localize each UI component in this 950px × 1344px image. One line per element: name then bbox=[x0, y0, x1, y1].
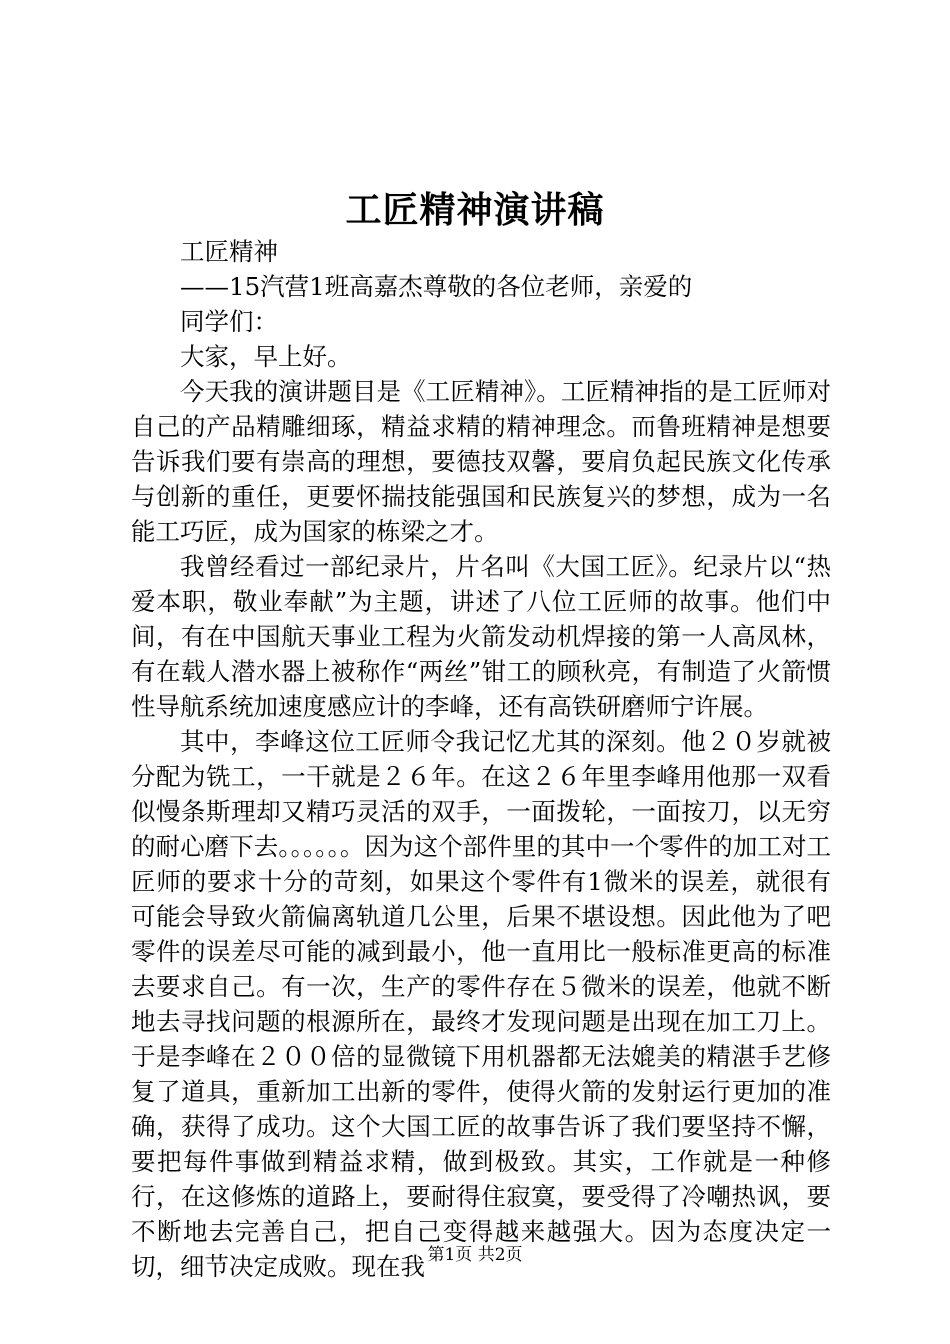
page-footer: 第1页 共2页 bbox=[427, 1245, 523, 1265]
greeting: 大家，早上好。 bbox=[180, 342, 352, 371]
document-body bbox=[131, 234, 831, 1284]
document-title: 工匠精神演讲稿 bbox=[345, 189, 605, 231]
paragraph-documentary: 我曾经看过一部纪录片，片名叫《大国工匠》。纪录片以“热爱本职，敬业奉献”为主题，讲述了八位工匠师的故事。他们中间，有在中国航天事业工程为火箭发动机焊接的第一人高凤林，有在载人潜水器上被称作“两丝”钳工的顾秋亮，有制造了火箭惯性导航系统加速度感应计的李峰，还有高铁研磨师宁许展。 bbox=[131, 552, 831, 721]
heading-line: 工匠精神 bbox=[180, 237, 278, 266]
paragraph-intro: 今天我的演讲题目是《工匠精神》。工匠精神指的是工匠师对自己的产品精雕细琢，精益求精的精神理念。而鲁班精神是想要告诉我们要有崇高的理想，要德技双馨，要肩负起民族文化传承与创新的重任，更要怀揣技能强国和民族复兴的梦想，成为一名能工巧匠，成为国家的栋梁之才。 bbox=[131, 377, 831, 546]
salutation: 同学们： bbox=[180, 307, 278, 336]
paragraph-li-feng: 其中，李峰这位工匠师令我记忆尤其的深刻。他２０岁就被分配为铣工，一干就是２６年。在这２６年里李峰用他那一双看似慢条斯理却又精巧灵活的双手，一面拨轮，一面按刀，以无穷的耐心磨下去。。。。。。因为这个部件里的其中一个零件的加工对工匠师的要求十分的苛刻，如果这个零件有1微米的误差，就很有可能会导致火箭偏离轨道几公里，后果不堪设想。因此他为了吧零件的误差尽可能的减到最小，他一直用比一般标准更高的标准去要求自己。有一次，生产的零件存在５微米的误差，他就不断地去寻找问题的根源所在，最终才发现问题是出现在加工刀上。于是李峰在２００倍的显微镜下用机器都无法媲美的精湛手艺修复了道具，重新加工出新的零件，使得火箭的发射运行更加的准确，获得了成功。这个大国工匠的故事告诉了我们要坚持不懈，要把每件事做到精益求精，做到极致。其实，工作就是一种修行，在这修炼的道路上，要耐得住寂寞，要受得了冷嘲热讽，要不断地去完善自己，把自己变得越来越强大。因为态度决定一切，细节决定成败。现在我 bbox=[131, 727, 831, 1281]
byline: ——15汽营1班高嘉杰尊敬的各位老师，亲爱的 bbox=[180, 272, 693, 301]
